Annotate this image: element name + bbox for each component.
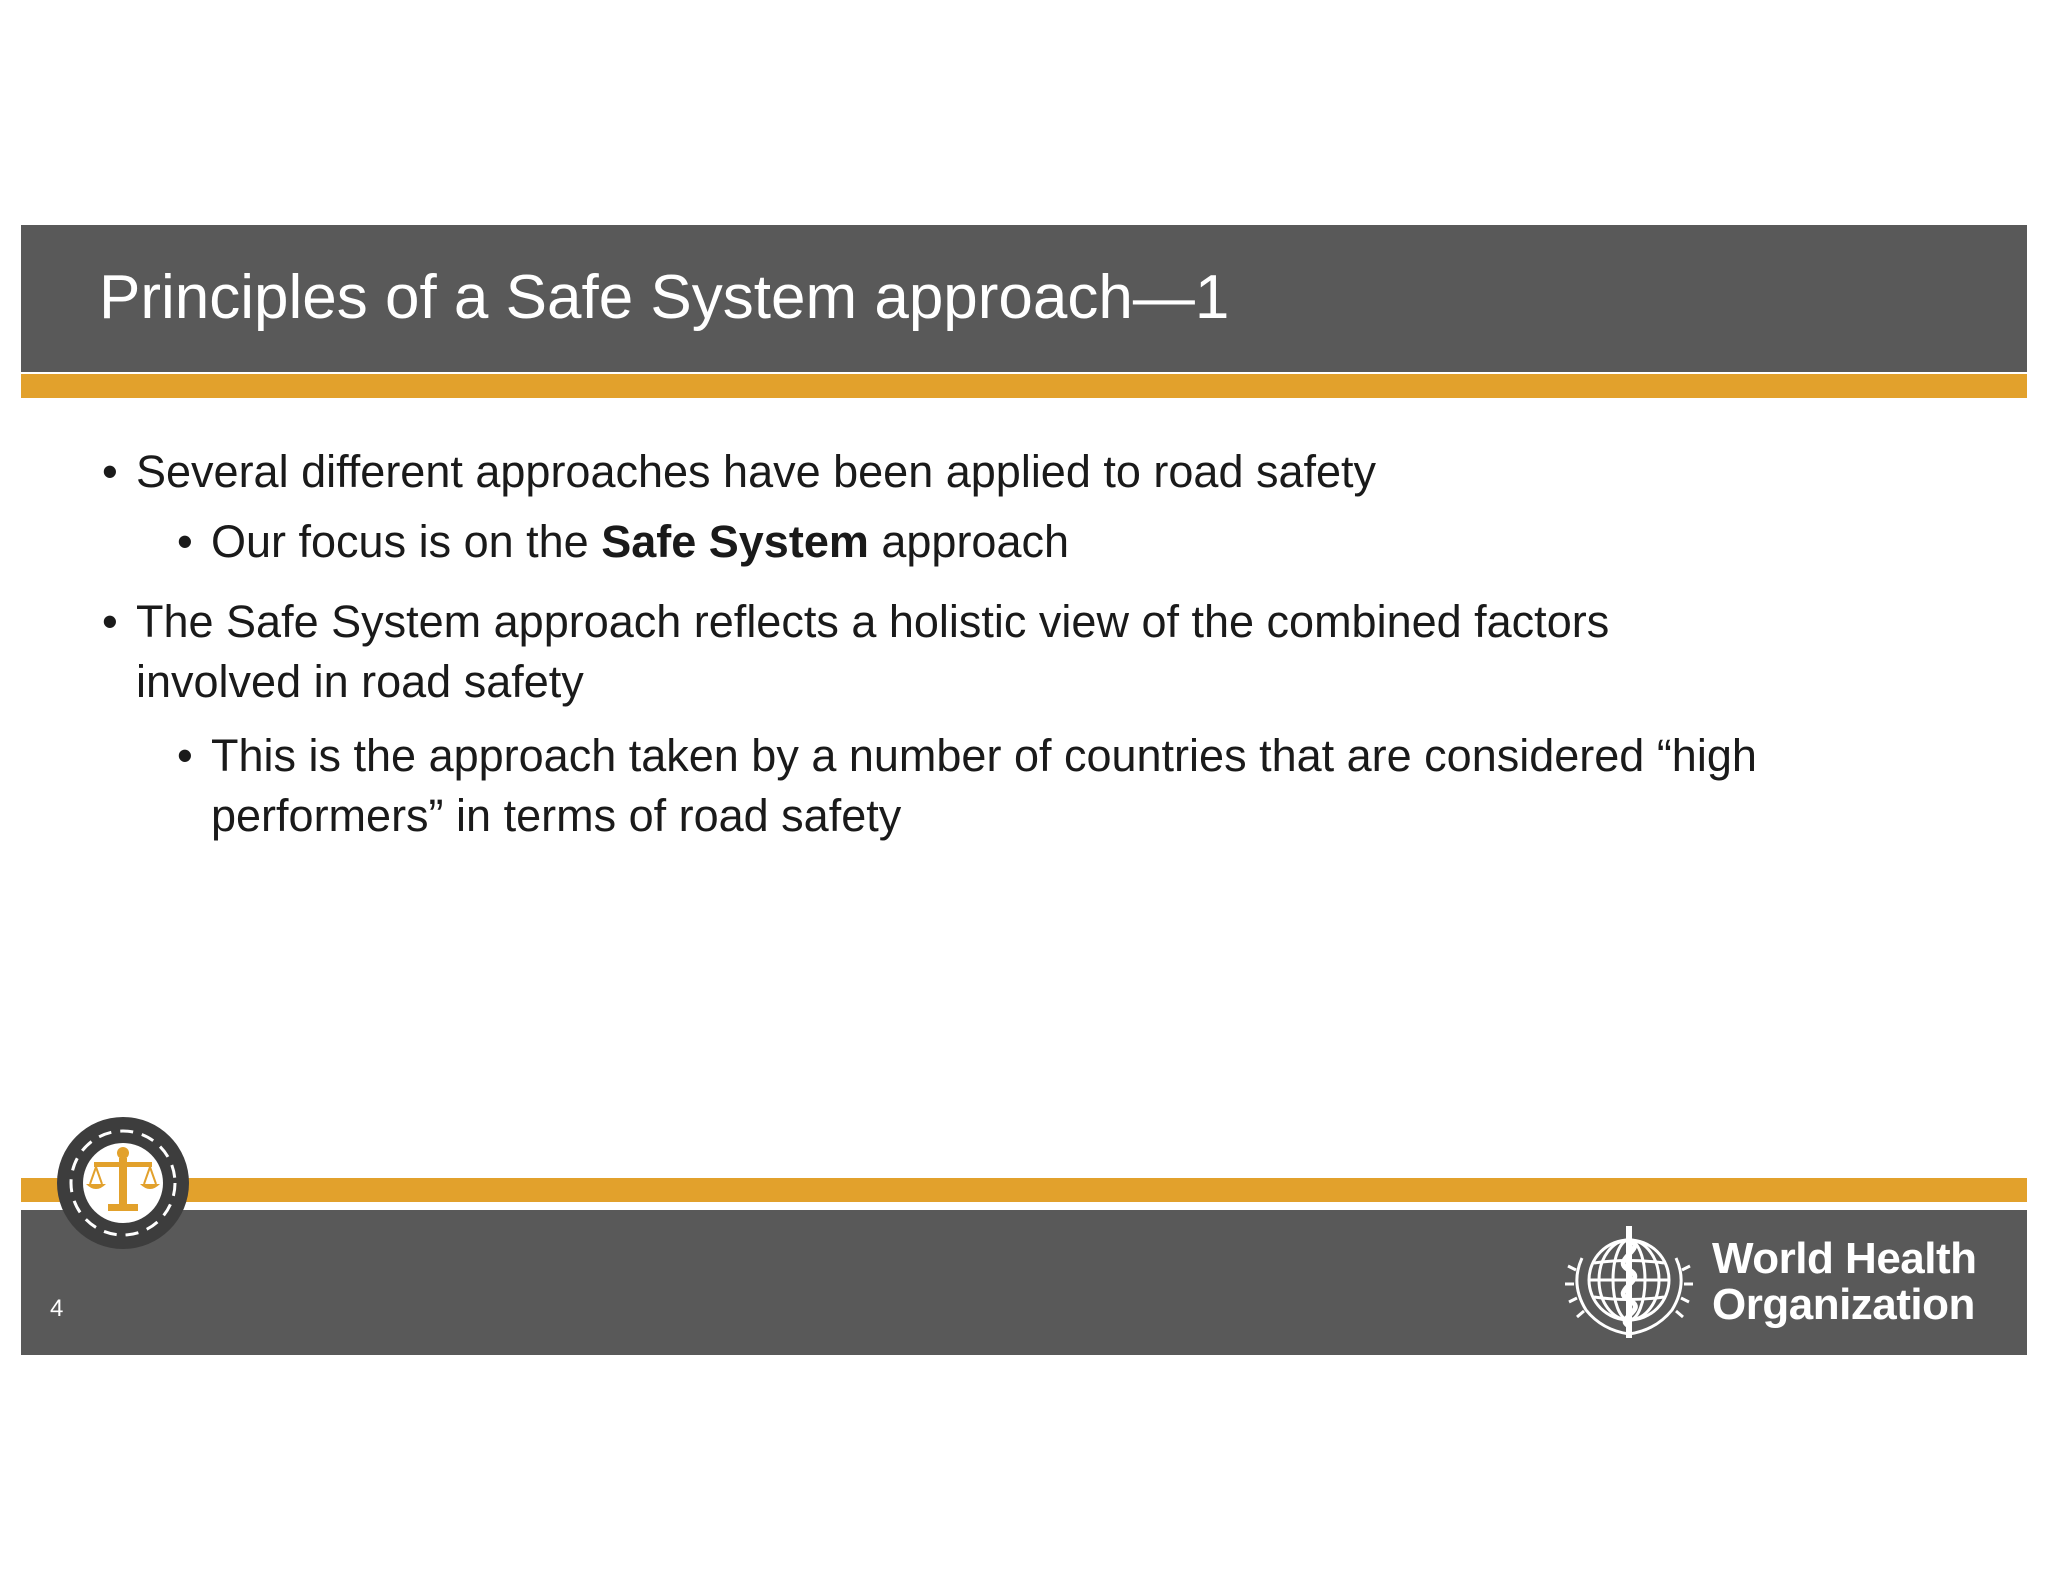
slide-title: Principles of a Safe System approach—1 <box>99 263 1230 332</box>
bullet-text-line: performers” in terms of road safety <box>211 790 902 841</box>
bullet-bold-text: Safe System <box>601 516 869 567</box>
bullet-marker: • <box>177 516 193 567</box>
bullet-marker: • <box>102 596 118 647</box>
who-emblem-icon <box>1554 1218 1704 1346</box>
scales-of-justice-icon <box>56 1116 190 1250</box>
bullet-text-line: This is the approach taken by a number of countries that are considered “high <box>211 730 1757 781</box>
bullet-item <box>102 442 1956 502</box>
page-number: 4 <box>50 1295 64 1322</box>
header-accent-stripe <box>21 374 2027 398</box>
organization-name-line: Organization <box>1712 1280 1975 1329</box>
bullet-text-line: involved in road safety <box>136 656 584 707</box>
bullet-text: Several different approaches have been applied to road safety <box>136 446 1377 497</box>
bullet-text: Our focus is on the <box>211 516 602 567</box>
sub-bullet-item <box>177 512 2001 572</box>
organization-name <box>1712 1236 1977 1328</box>
organization-name-line: World Health <box>1712 1234 1977 1283</box>
sub-bullet-item <box>177 726 2001 846</box>
bullet-item <box>102 592 1956 712</box>
bullet-text-line: The Safe System approach reflects a holistic view of the combined factors <box>136 596 1610 647</box>
bullet-marker: • <box>177 730 193 781</box>
footer-accent-stripe <box>21 1178 2027 1202</box>
bullet-marker: • <box>102 446 118 497</box>
bullet-text: approach <box>868 516 1070 567</box>
